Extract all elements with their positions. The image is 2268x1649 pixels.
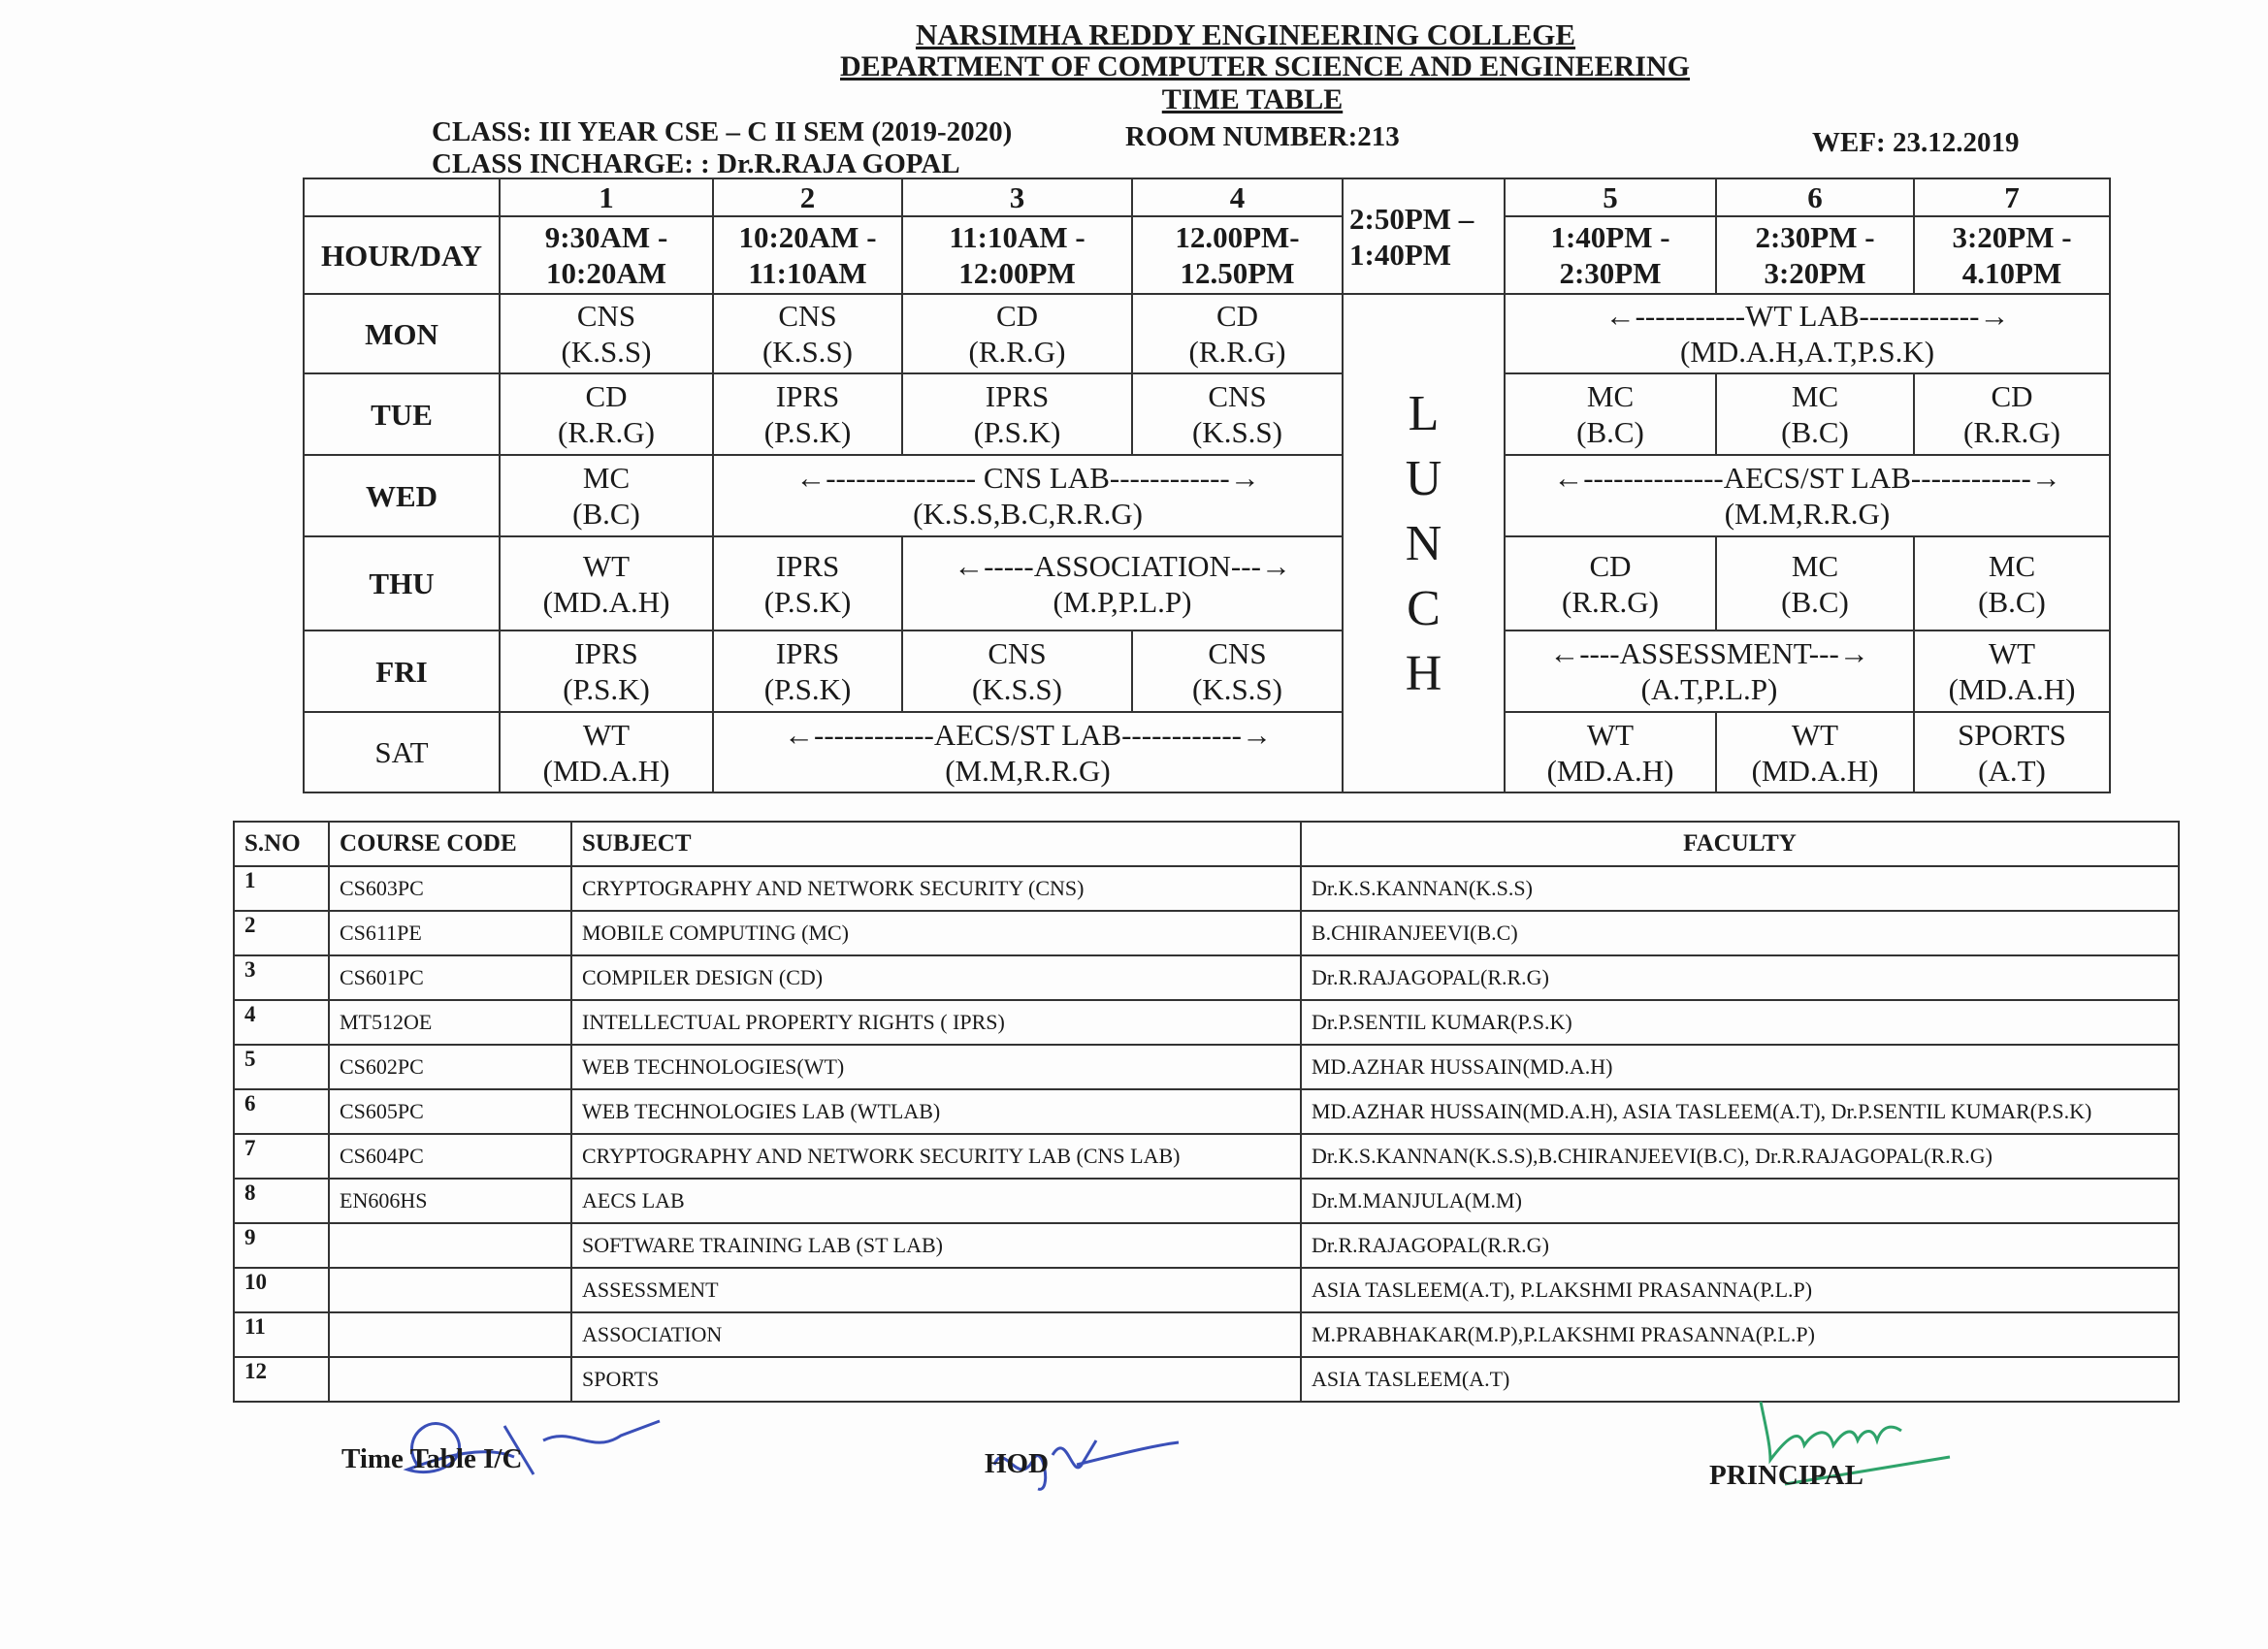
table-row bbox=[234, 1134, 2179, 1179]
timetable-cell: MC (B.C) bbox=[500, 455, 713, 536]
period-time: 3:20PM - 4.10PM bbox=[1914, 216, 2110, 294]
course-faculty: Dr.K.S.KANNAN(K.S.S) bbox=[1301, 866, 2179, 911]
timetable-cell: WT (MD.A.H) bbox=[500, 712, 713, 792]
timetable-cell: ←----ASSESSMENT---→ (A.T,P.L.P) bbox=[1505, 630, 1914, 712]
principal-label: PRINCIPAL bbox=[1709, 1460, 1863, 1491]
period-number: 3 bbox=[902, 178, 1132, 216]
table-row bbox=[234, 1000, 2179, 1045]
header-sno: S.NO bbox=[234, 822, 329, 866]
timetable-cell: IPRS (P.S.K) bbox=[500, 630, 713, 712]
timetable-cell: ←-----------WT LAB------------→ (MD.A.H,A.T,P.S.K) bbox=[1505, 294, 2110, 373]
timetable-cell: MC (B.C) bbox=[1505, 373, 1716, 455]
class-incharge: CLASS INCHARGE: : Dr.R.RAJA GOPAL bbox=[432, 148, 960, 179]
table-row bbox=[234, 1045, 2179, 1089]
timetable-cell: WT (MD.A.H) bbox=[500, 536, 713, 630]
course-faculty: Dr.R.RAJAGOPAL(R.R.G) bbox=[1301, 1223, 2179, 1268]
course-code bbox=[329, 1268, 571, 1312]
course-sno: 2 bbox=[234, 911, 329, 955]
lunch-column: L U N C H bbox=[1343, 294, 1505, 792]
timetable-cell: CNS (K.S.S) bbox=[1132, 373, 1343, 455]
header-course-code: COURSE CODE bbox=[329, 822, 571, 866]
course-code bbox=[329, 1312, 571, 1357]
timetable-cell: MC (B.C) bbox=[1716, 536, 1914, 630]
timetable-cell: ←--------------AECS/ST LAB------------→ (M.M,R.R.G) bbox=[1505, 455, 2110, 536]
course-subject: SOFTWARE TRAINING LAB (ST LAB) bbox=[571, 1223, 1301, 1268]
table-row bbox=[234, 955, 2179, 1000]
period-number: 5 bbox=[1505, 178, 1716, 216]
course-subject: ASSOCIATION bbox=[571, 1312, 1301, 1357]
department-name: DEPARTMENT OF COMPUTER SCIENCE AND ENGINEERING bbox=[840, 50, 1690, 82]
course-subject: WEB TECHNOLOGIES LAB (WTLAB) bbox=[571, 1089, 1301, 1134]
college-name: NARSIMHA REDDY ENGINEERING COLLEGE bbox=[915, 17, 1576, 51]
period-time: 9:30AM - 10:20AM bbox=[500, 216, 713, 294]
course-faculty: Dr.M.MANJULA(M.M) bbox=[1301, 1179, 2179, 1223]
timetable-cell: CNS (K.S.S) bbox=[713, 294, 902, 373]
timetable-cell: CNS (K.S.S) bbox=[1132, 630, 1343, 712]
wef-date: WEF: 23.12.2019 bbox=[1812, 127, 2020, 158]
day-label: MON bbox=[304, 294, 500, 373]
course-faculty: M.PRABHAKAR(M.P),P.LAKSHMI PRASANNA(P.L.P) bbox=[1301, 1312, 2179, 1357]
course-subject: MOBILE COMPUTING (MC) bbox=[571, 911, 1301, 955]
course-code: CS602PC bbox=[329, 1045, 571, 1089]
course-faculty: ASIA TASLEEM(A.T) bbox=[1301, 1357, 2179, 1402]
timetable-cell: CD (R.R.G) bbox=[500, 373, 713, 455]
period-time: 1:40PM - 2:30PM bbox=[1505, 216, 1716, 294]
period-time: 12.00PM- 12.50PM bbox=[1132, 216, 1343, 294]
course-faculty: MD.AZHAR HUSSAIN(MD.A.H), ASIA TASLEEM(A.T), Dr.P.SENTIL KUMAR(P.S.K) bbox=[1301, 1089, 2179, 1134]
period-number: 7 bbox=[1914, 178, 2110, 216]
period-time: 2:30PM - 3:20PM bbox=[1716, 216, 1914, 294]
timetable-cell: CD (R.R.G) bbox=[1132, 294, 1343, 373]
hourday-label: HOUR/DAY bbox=[304, 216, 500, 294]
period-time: 11:10AM - 12:00PM bbox=[902, 216, 1132, 294]
course-sno: 3 bbox=[234, 955, 329, 1000]
course-subject: ASSESSMENT bbox=[571, 1268, 1301, 1312]
course-code: MT512OE bbox=[329, 1000, 571, 1045]
course-sno: 1 bbox=[234, 866, 329, 911]
timetable-cell: IPRS (P.S.K) bbox=[713, 373, 902, 455]
timetable bbox=[303, 178, 2111, 793]
course-faculty: Dr.R.RAJAGOPAL(R.R.G) bbox=[1301, 955, 2179, 1000]
course-code: CS604PC bbox=[329, 1134, 571, 1179]
course-subject: AECS LAB bbox=[571, 1179, 1301, 1223]
course-sno: 12 bbox=[234, 1357, 329, 1402]
course-subject: SPORTS bbox=[571, 1357, 1301, 1402]
course-subject: CRYPTOGRAPHY AND NETWORK SECURITY LAB (CNS LAB) bbox=[571, 1134, 1301, 1179]
course-rows bbox=[234, 866, 2179, 1402]
day-label: SAT bbox=[304, 712, 500, 792]
course-sno: 10 bbox=[234, 1268, 329, 1312]
course-subject: COMPILER DESIGN (CD) bbox=[571, 955, 1301, 1000]
course-sno: 6 bbox=[234, 1089, 329, 1134]
table-row bbox=[234, 866, 2179, 911]
timetable-cell: IPRS (P.S.K) bbox=[902, 373, 1132, 455]
period-time: 10:20AM - 11:10AM bbox=[713, 216, 902, 294]
day-label: TUE bbox=[304, 373, 500, 455]
timetable-cell: MC (B.C) bbox=[1716, 373, 1914, 455]
timetable-cell: CD (R.R.G) bbox=[1505, 536, 1716, 630]
course-sno: 5 bbox=[234, 1045, 329, 1089]
day-label: WED bbox=[304, 455, 500, 536]
timetable-cell: CNS (K.S.S) bbox=[500, 294, 713, 373]
table-row bbox=[234, 1312, 2179, 1357]
lunch-time-header: 2:50PM – 1:40PM bbox=[1343, 178, 1505, 294]
timetable-cell: IPRS (P.S.K) bbox=[713, 536, 902, 630]
corner-cell bbox=[304, 178, 500, 216]
course-code: CS601PC bbox=[329, 955, 571, 1000]
course-faculty: MD.AZHAR HUSSAIN(MD.A.H) bbox=[1301, 1045, 2179, 1089]
course-sno: 9 bbox=[234, 1223, 329, 1268]
course-table bbox=[233, 821, 2180, 1403]
period-number: 2 bbox=[713, 178, 902, 216]
timetable-cell: SPORTS (A.T) bbox=[1914, 712, 2110, 792]
class-info: CLASS: III YEAR CSE – C II SEM (2019-2020) bbox=[432, 116, 1013, 147]
timetable-ic-label: Time Table I/C bbox=[341, 1443, 523, 1474]
period-number: 4 bbox=[1132, 178, 1343, 216]
course-code: CS605PC bbox=[329, 1089, 571, 1134]
course-faculty: ASIA TASLEEM(A.T), P.LAKSHMI PRASANNA(P.L.P) bbox=[1301, 1268, 2179, 1312]
header-subject: SUBJECT bbox=[571, 822, 1301, 866]
hod-label: HOD bbox=[985, 1448, 1050, 1479]
course-sno: 7 bbox=[234, 1134, 329, 1179]
course-subject: WEB TECHNOLOGIES(WT) bbox=[571, 1045, 1301, 1089]
course-sno: 8 bbox=[234, 1179, 329, 1223]
page-title: TIME TABLE bbox=[1161, 83, 1344, 115]
header-faculty: FACULTY bbox=[1301, 822, 2179, 866]
timetable-cell: ←-----ASSOCIATION---→ (M.P,P.L.P) bbox=[902, 536, 1343, 630]
course-subject: INTELLECTUAL PROPERTY RIGHTS ( IPRS) bbox=[571, 1000, 1301, 1045]
course-code bbox=[329, 1223, 571, 1268]
day-label: THU bbox=[304, 536, 500, 630]
timetable-cell: IPRS (P.S.K) bbox=[713, 630, 902, 712]
timetable-cell: CD (R.R.G) bbox=[1914, 373, 2110, 455]
timetable-cell: WT (MD.A.H) bbox=[1505, 712, 1716, 792]
course-subject: CRYPTOGRAPHY AND NETWORK SECURITY (CNS) bbox=[571, 866, 1301, 911]
table-row bbox=[234, 911, 2179, 955]
course-code: CS603PC bbox=[329, 866, 571, 911]
course-code bbox=[329, 1357, 571, 1402]
table-row bbox=[234, 1089, 2179, 1134]
course-faculty: Dr.K.S.KANNAN(K.S.S),B.CHIRANJEEVI(B.C), Dr.R.RAJAGOPAL(R.R.G) bbox=[1301, 1134, 2179, 1179]
table-row bbox=[234, 1223, 2179, 1268]
table-row bbox=[234, 1179, 2179, 1223]
timetable-cell: ←------------AECS/ST LAB------------→ (M.M,R.R.G) bbox=[713, 712, 1343, 792]
timetable-cell: MC (B.C) bbox=[1914, 536, 2110, 630]
timetable-cell: WT (MD.A.H) bbox=[1914, 630, 2110, 712]
day-label: FRI bbox=[304, 630, 500, 712]
course-sno: 4 bbox=[234, 1000, 329, 1045]
period-number: 6 bbox=[1716, 178, 1914, 216]
course-code: CS611PE bbox=[329, 911, 571, 955]
timetable-cell: CNS (K.S.S) bbox=[902, 630, 1132, 712]
course-faculty: Dr.P.SENTIL KUMAR(P.S.K) bbox=[1301, 1000, 2179, 1045]
course-code: EN606HS bbox=[329, 1179, 571, 1223]
timetable-cell: WT (MD.A.H) bbox=[1716, 712, 1914, 792]
course-sno: 11 bbox=[234, 1312, 329, 1357]
course-faculty: B.CHIRANJEEVI(B.C) bbox=[1301, 911, 2179, 955]
timetable-cell: ←--------------- CNS LAB------------→ (K.S.S,B.C,R.R.G) bbox=[713, 455, 1343, 536]
period-number: 1 bbox=[500, 178, 713, 216]
timetable-cell: CD (R.R.G) bbox=[902, 294, 1132, 373]
room-number: ROOM NUMBER:213 bbox=[1125, 121, 1400, 152]
table-row bbox=[234, 1268, 2179, 1312]
